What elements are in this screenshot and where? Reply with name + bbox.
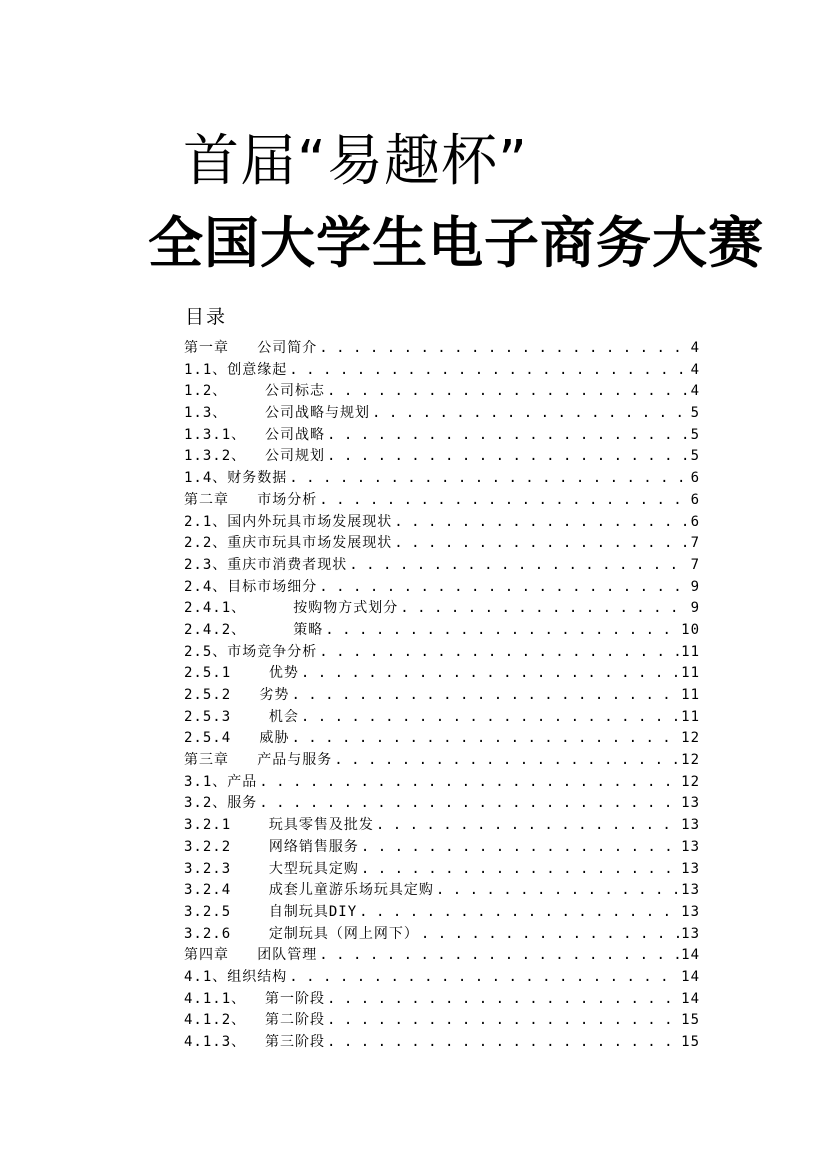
toc-entry[interactable] [184,1010,700,1032]
toc-entry[interactable] [184,620,700,642]
toc-entry-page-number: 14 [681,990,700,1007]
toc-entry-page-number: 5 [690,405,700,422]
toc-entry-page-number: 5 [690,448,700,465]
toc-dot-leader [259,793,679,815]
toc-entry[interactable] [184,446,700,468]
toc-dot-leader [327,446,689,468]
toc-entry[interactable] [184,772,700,794]
toc-dot-leader [289,967,679,989]
toc-entry-label: 3.2.1 玩具零售及批发 [184,817,374,834]
toc-entry-page-number: 13 [681,925,700,942]
toc-entry-label: 2.5、市场竞争分析 [184,643,318,660]
toc-entry-page-number: 12 [681,730,700,747]
toc-entry-page-number: 9 [690,600,700,617]
toc-entry[interactable] [184,707,700,729]
toc-entry[interactable] [184,945,700,967]
toc-dot-leader [376,815,679,837]
toc-entry-label: 2.1、国内外玩具市场发展现状 [184,513,393,530]
toc-entry-page-number: 12 [681,773,700,790]
toc-entry-label: 1.4、财务数据 [184,470,288,487]
toc-entry[interactable] [184,425,700,447]
toc-dot-leader [327,381,689,403]
toc-entry[interactable] [184,338,700,360]
toc-dot-leader [325,620,679,642]
toc-entry-label: 3.2、服务 [184,795,258,812]
toc-entry[interactable] [184,859,700,881]
toc-dot-leader [327,1010,679,1032]
toc-entry-label: 2.4、目标市场细分 [184,578,318,595]
toc-entry[interactable] [184,642,700,664]
toc-dot-leader [327,425,689,447]
toc-dot-leader [301,707,679,729]
toc-entry-label: 1.3.2、 公司规划 [184,448,326,465]
table-of-contents [184,338,700,1054]
toc-entry-page-number: 13 [681,838,700,855]
toc-entry-label: 3.2.6 定制玩具（网上网下） [184,925,419,942]
toc-dot-leader [319,577,688,599]
toc-entry[interactable] [184,490,700,512]
toc-dot-leader [334,750,679,772]
toc-entry-page-number: 11 [681,665,700,682]
toc-dot-leader [394,512,688,534]
toc-entry-label: 2.4.1、 按购物方式划分 [184,600,399,617]
toc-entry-page-number: 11 [681,687,700,703]
toc-entry-label: 4.1.1、 第一阶段 [184,990,326,1007]
toc-entry-label: 第四章 团队管理 [184,947,318,964]
toc-entry-label: 3.1、产品 [184,773,258,790]
toc-dot-leader [361,859,679,881]
toc-entry[interactable] [184,880,700,902]
toc-entry-page-number: 13 [681,882,700,899]
toc-entry-label: 1.1、创意缘起 [184,361,288,378]
toc-entry[interactable] [184,577,700,599]
toc-entry[interactable] [184,728,700,750]
toc-entry-page-number: 15 [681,1012,700,1029]
toc-entry-label: 2.5.2 劣势 [184,687,290,703]
toc-entry[interactable] [184,924,700,946]
toc-dot-leader [289,360,688,382]
toc-entry-page-number: 9 [690,578,700,595]
toc-entry-page-number: 13 [681,817,700,834]
toc-entry-label: 2.5.4 威胁 [184,730,290,747]
toc-entry-page-number: 15 [681,1034,700,1050]
toc-entry[interactable] [184,967,700,989]
toc-dot-leader [319,338,688,360]
toc-entry[interactable] [184,533,700,555]
toc-entry-page-number: 13 [681,860,700,877]
toc-entry-page-number: 6 [690,513,700,530]
toc-entry-page-number: 11 [681,643,700,660]
toc-entry-label: 第一章 公司简介 [184,340,318,356]
toc-entry[interactable] [184,555,700,577]
toc-dot-leader [436,880,679,902]
toc-entry[interactable] [184,685,700,707]
document-title-line1: 首届“易趣杯” [183,129,529,194]
toc-entry[interactable] [184,663,700,685]
toc-entry-label: 3.2.2 网络销售服务 [184,838,359,855]
toc-entry[interactable] [184,512,700,534]
toc-entry-page-number: 4 [690,383,700,400]
toc-entry[interactable] [184,989,700,1011]
toc-entry[interactable] [184,902,700,924]
toc-entry-page-number: 7 [690,556,700,573]
toc-entry-page-number: 10 [681,621,700,638]
toc-entry-page-number: 6 [690,491,700,508]
toc-entry[interactable] [184,750,700,772]
toc-dot-leader [394,533,688,555]
toc-entry-label: 1.3.1、 公司战略 [184,426,326,443]
toc-entry-label: 第三章 产品与服务 [184,752,333,769]
toc-entry-page-number: 13 [681,903,700,920]
toc-entry-label: 2.5.3 机会 [184,708,299,725]
toc-dot-leader [301,663,679,685]
toc-entry-page-number: 14 [681,968,700,985]
toc-dot-leader [319,945,679,967]
toc-entry-label: 2.2、重庆市玩具市场发展现状 [184,535,393,552]
toc-dot-leader [327,1032,679,1054]
toc-dot-leader [319,490,688,512]
toc-dot-leader [291,685,679,707]
toc-entry-page-number: 4 [690,340,700,356]
toc-entry-label: 3.2.4 成套儿童游乐场玩具定购 [184,882,434,899]
document-title-line2: 全国大学生电子商务大赛 [148,211,765,275]
toc-dot-leader [259,772,679,794]
toc-entry-label: 2.3、重庆市消费者现状 [184,556,348,573]
toc-entry-page-number: 7 [690,535,700,552]
toc-entry-label: 第二章 市场分析 [184,491,318,508]
toc-entry[interactable] [184,381,700,403]
toc-entry-label: 4.1、组织结构 [184,968,288,985]
toc-entry-label: 2.5.1 优势 [184,665,299,682]
toc-entry-label: 1.2、 公司标志 [184,383,326,400]
toc-entry-label: 1.3、 公司战略与规划 [184,405,371,422]
toc-heading: 目录 [185,306,228,328]
toc-entry-page-number: 5 [690,426,700,443]
toc-entry-label: 4.1.2、 第二阶段 [184,1012,326,1029]
toc-entry-page-number: 6 [690,470,700,487]
toc-dot-leader [400,598,688,620]
toc-entry[interactable] [184,793,700,815]
toc-entry-page-number: 11 [681,708,700,725]
toc-entry-label: 4.1.3、 第三阶段 [184,1034,326,1050]
toc-entry-label: 3.2.5 自制玩具DIY [184,903,358,920]
toc-entry[interactable] [184,468,700,490]
toc-dot-leader [291,728,679,750]
toc-dot-leader [319,642,679,664]
toc-entry[interactable] [184,360,700,382]
toc-entry[interactable] [184,815,700,837]
toc-dot-leader [421,924,679,946]
toc-dot-leader [361,837,679,859]
toc-entry-label: 2.4.2、 策略 [184,621,324,638]
toc-entry[interactable] [184,1032,700,1054]
toc-dot-leader [359,902,679,924]
toc-entry-page-number: 4 [690,361,700,378]
toc-entry[interactable] [184,598,700,620]
toc-dot-leader [349,555,688,577]
toc-entry-page-number: 14 [681,947,700,964]
toc-entry-page-number: 13 [681,795,700,812]
toc-dot-leader [327,989,679,1011]
toc-dot-leader [289,468,688,490]
toc-entry[interactable] [184,403,700,425]
toc-entry[interactable] [184,837,700,859]
toc-dot-leader [372,403,689,425]
toc-entry-label: 3.2.3 大型玩具定购 [184,860,359,877]
toc-entry-page-number: 12 [681,752,700,769]
